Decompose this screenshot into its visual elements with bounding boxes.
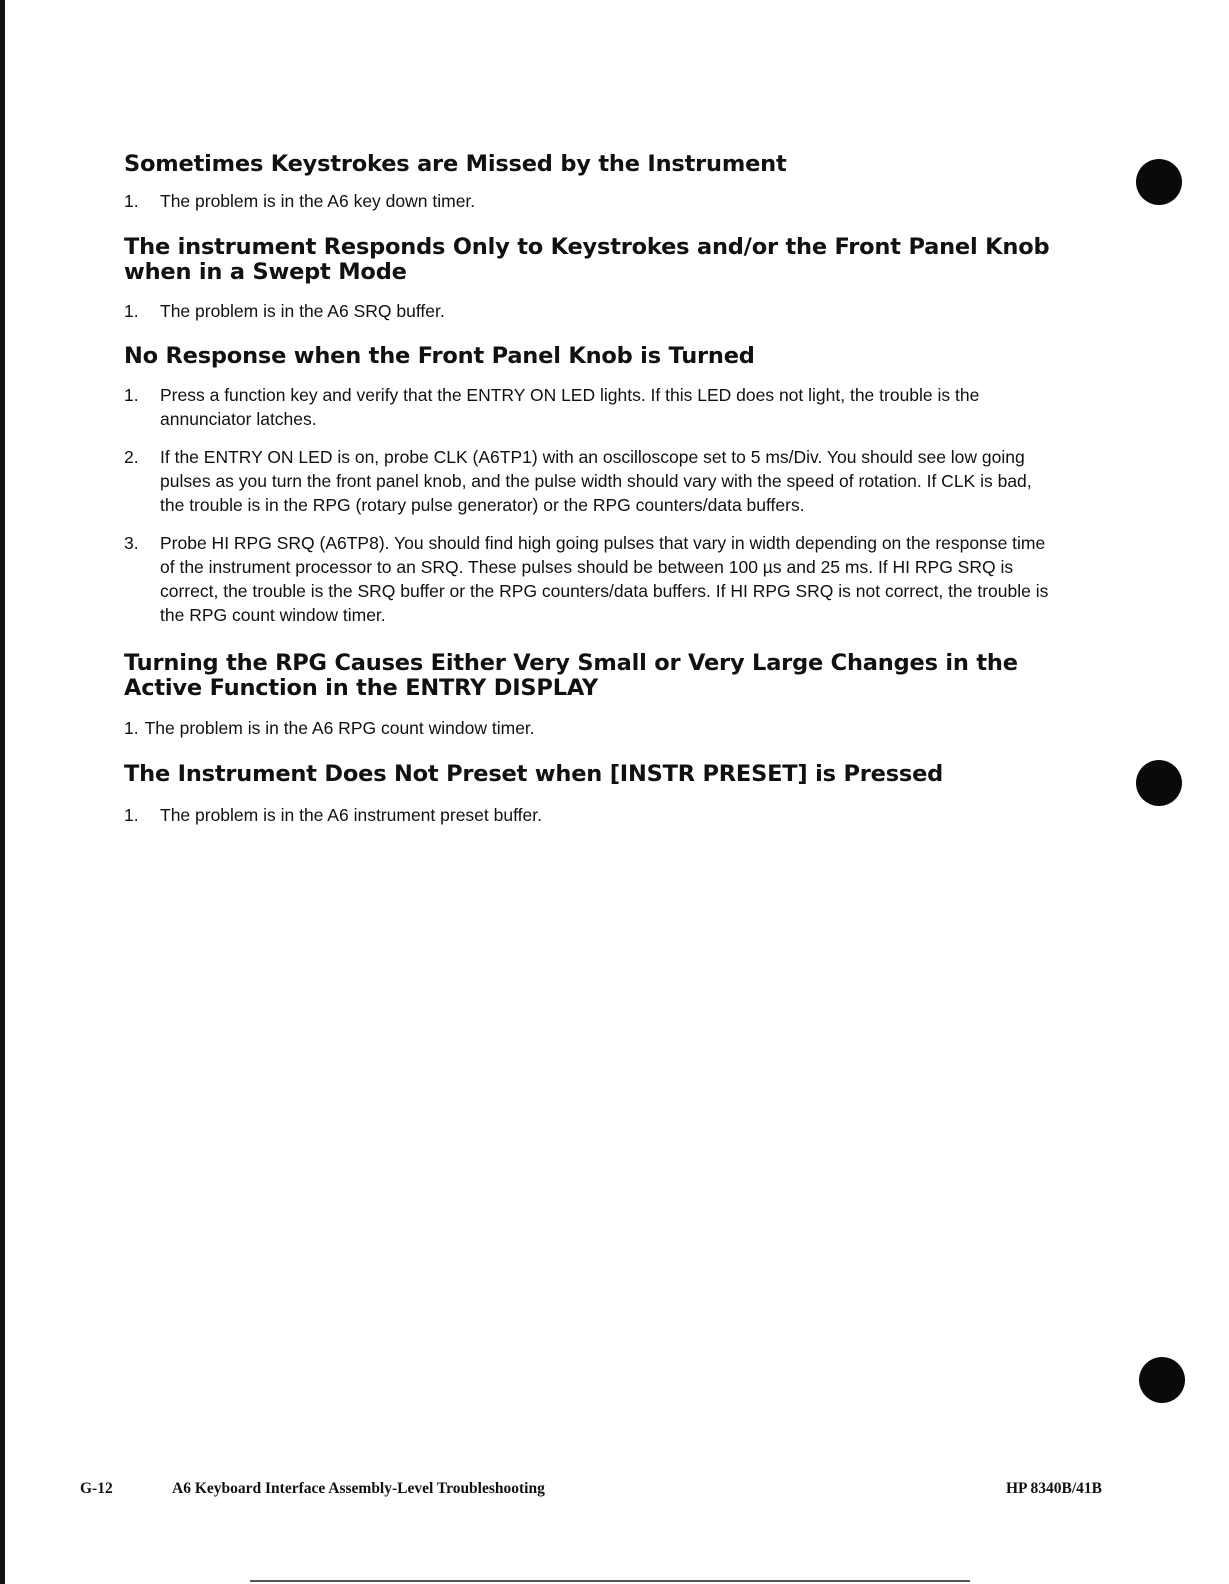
- step-number: 1.: [124, 385, 139, 405]
- footer-model: HP 8340B/41B: [1005, 1480, 1102, 1497]
- step-list: [124, 189, 1054, 213]
- list-item: [124, 716, 1054, 740]
- list-item: [124, 383, 1054, 431]
- section-rpg-changes: [124, 651, 1054, 740]
- section-knob-no-response: [124, 344, 1054, 627]
- list-item: [124, 299, 1054, 323]
- step-list: [124, 803, 1054, 827]
- step-text: The problem is in the A6 RPG count window timer.: [144, 718, 535, 738]
- footer-title: A6 Keyboard Interface Assembly-Level Troubleshooting: [172, 1480, 545, 1497]
- page-footer: [80, 1480, 1102, 1502]
- list-item: [124, 531, 1054, 627]
- binder-hole-middle: [1136, 760, 1182, 806]
- section-missed-keystrokes: [124, 152, 1054, 213]
- section-heading: The instrument Responds Only to Keystrokes and/or the Front Panel Knob when in a Swept Mode: [124, 234, 1050, 285]
- step-text: The problem is in the A6 SRQ buffer.: [160, 301, 445, 321]
- step-text: Probe HI RPG SRQ (A6TP8). You should find high going pulses that vary in width depending on the response time of the instrument processor to an SRQ. These pulses should be between 100 µs and 25 ms. If HI RPG SRQ is correct, the trouble is the SRQ buffer or the RPG counters/data buffers. If HI RPG SRQ is not correct, the trouble is the RPG count window timer.: [160, 533, 1049, 625]
- step-list: [124, 716, 1054, 740]
- section-heading: Sometimes Keystrokes are Missed by the Instrument: [124, 151, 787, 177]
- step-list: [124, 383, 1054, 627]
- section-heading: Turning the RPG Causes Either Very Small or Very Large Changes in the Active Function in the ENTRY DISPLAY: [124, 650, 1018, 701]
- step-number: 1.: [124, 191, 139, 211]
- list-item: [124, 189, 1054, 213]
- step-text: Press a function key and verify that the ENTRY ON LED lights. If this LED does not light, the trouble is the annunciator latches.: [160, 385, 980, 429]
- step-text: If the ENTRY ON LED is on, probe CLK (A6TP1) with an oscilloscope set to 5 ms/Div. You should see low going pulses as you turn the front panel knob, and the pulse width should vary with the speed of rotation. If CLK is bad, the trouble is in the RPG (rotary pulse generator) or the RPG counters/data buffers.: [160, 447, 1032, 515]
- section-swept-mode: [124, 235, 1054, 323]
- binder-hole-top: [1136, 159, 1182, 205]
- step-list: [124, 299, 1054, 323]
- section-instr-preset: [124, 762, 1054, 827]
- list-item: [124, 445, 1054, 517]
- section-heading: No Response when the Front Panel Knob is Turned: [124, 343, 755, 369]
- section-heading: The Instrument Does Not Preset when [INSTR PRESET] is Pressed: [124, 761, 944, 787]
- step-number: 1.: [124, 805, 139, 825]
- list-item: [124, 803, 1054, 827]
- binder-hole-bottom: [1139, 1357, 1185, 1403]
- step-number: 2.: [124, 447, 139, 467]
- step-number: 1.: [124, 718, 139, 738]
- step-number: 3.: [124, 533, 139, 553]
- page-left-edge: [0, 0, 5, 1584]
- scan-bottom-line: [250, 1580, 970, 1582]
- step-text: The problem is in the A6 instrument preset buffer.: [160, 805, 542, 825]
- page-content: [124, 152, 1054, 827]
- step-number: 1.: [124, 301, 139, 321]
- page-number: G-12: [80, 1480, 113, 1497]
- step-text: The problem is in the A6 key down timer.: [160, 191, 476, 211]
